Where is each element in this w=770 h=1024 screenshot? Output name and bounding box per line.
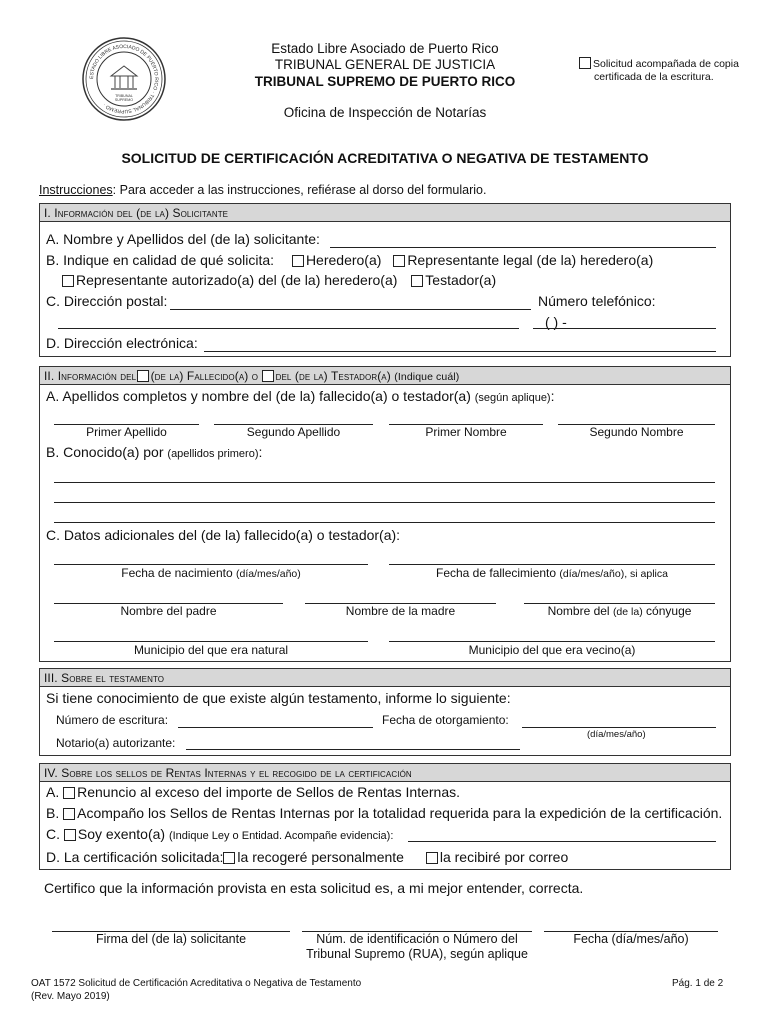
s3-intro: Si tiene conocimiento de que existe algún testamento, informe lo siguiente:: [46, 690, 511, 706]
s4-c-prefix: C.: [46, 826, 60, 842]
sig-firma: Firma del (de la) solicitante: [95, 932, 247, 946]
s2-header-note: (Indique cuál): [394, 371, 460, 383]
footer-rev: (Rev. Mayo 2019): [31, 991, 110, 1002]
footer-page: Pág. 1 de 2: [672, 978, 724, 989]
cap-municipio-vecino: Municipio del que era vecino(a): [468, 643, 636, 657]
rep-legal-checkbox[interactable]: [393, 255, 405, 267]
s4-c-note: (Indique Ley o Entidad. Acompañe evidencia):: [168, 830, 394, 842]
section1-header: I. Información del (de la) Solicitante: [39, 203, 731, 222]
s4-c-text: Soy exento(a): [77, 826, 166, 842]
cap-nacimiento-fmt: (día/mes/año): [235, 568, 301, 580]
sig-id-2: Tribunal Supremo (RUA), según aplique: [306, 947, 528, 961]
conocido-field-1[interactable]: [54, 482, 715, 483]
s3-otorgamiento-label: Fecha de otorgamiento:: [382, 713, 509, 727]
s2-b-label: B. Conocido(a) por: [46, 444, 164, 460]
s4-d-row: [46, 849, 568, 865]
copy-label-1: Solicitud acompañada de copia: [593, 58, 739, 70]
s1-c-field[interactable]: [170, 309, 531, 310]
cap-fallecimiento-fmt: (día/mes/año), si aplica: [559, 568, 668, 580]
section3-header: III. Sobre el testamento: [39, 668, 731, 687]
s3-escritura-label: Número de escritura:: [56, 713, 169, 727]
s2-b-note: (apellidos primero): [167, 448, 259, 460]
section4-header: IV. Sobre los sellos de Rentas Internas y el recogido de la certificación: [39, 763, 731, 782]
cap-segundo-apellido: Segundo Apellido: [246, 425, 341, 439]
testador-s2-checkbox[interactable]: [262, 370, 274, 382]
s1-b-row2: [62, 272, 496, 288]
s2-b-row: [46, 444, 262, 460]
conocido-field-2[interactable]: [54, 502, 715, 503]
s1-phone-field[interactable]: [533, 328, 716, 329]
s1-d-label: D. Dirección electrónica:: [46, 335, 198, 351]
rep-autorizado-checkbox[interactable]: [62, 275, 74, 287]
escritura-field[interactable]: [178, 727, 373, 728]
svg-text:SUPREMO: SUPREMO: [114, 98, 134, 102]
s2-a-colon: :: [550, 388, 555, 404]
sig-id-1: Núm. de identificación o Número del: [316, 932, 518, 946]
s1-a-field[interactable]: [330, 247, 716, 248]
s3-notario-label: Notario(a) autorizante:: [56, 736, 176, 750]
certify-statement: Certifico que la información provista en esta solicitud es, a mi mejor entender, correcta.: [44, 880, 584, 896]
cap-primer-nombre: Primer Nombre: [425, 425, 507, 439]
s4-c-checkbox[interactable]: [64, 829, 76, 841]
s2-a-label: A. Apellidos completos y nombre del (de la) fallecido(a) o testador(a): [46, 388, 471, 404]
rep-legal-label: Representante legal (de la) heredero(a): [407, 252, 654, 268]
cap-fallecimiento: [389, 566, 715, 580]
cap-fallecimiento-text: Fecha de fallecimiento: [436, 566, 557, 580]
municipio-natural-field[interactable]: [54, 641, 368, 642]
header-line2: TRIBUNAL GENERAL DE JUSTICIA: [274, 57, 496, 72]
cap-madre: Nombre de la madre: [345, 604, 456, 618]
exento-field[interactable]: [408, 841, 716, 842]
svg-text:TRIBUNAL: TRIBUNAL: [115, 94, 133, 98]
copy-label-2: certificada de la escritura.: [594, 71, 714, 83]
s1-b-row: [46, 252, 653, 268]
s1-c-field-2[interactable]: [58, 328, 519, 329]
cap-conyuge: [524, 604, 715, 618]
s2-header-b: (de la) Fallecido(a) o: [150, 369, 259, 383]
s1-d-field[interactable]: [204, 351, 716, 352]
cap-conyuge-b: (de la): [612, 606, 643, 618]
testador-label: Testador(a): [425, 272, 497, 288]
otorgamiento-field[interactable]: [522, 727, 716, 728]
s2-a-row: [46, 388, 555, 404]
s4-b-row: [46, 805, 722, 821]
s4-b-checkbox[interactable]: [63, 808, 75, 820]
s1-b-label: B. Indique en calidad de qué solicita:: [46, 252, 275, 268]
recoger-checkbox[interactable]: [223, 852, 235, 864]
header-line3: TRIBUNAL SUPREMO DE PUERTO RICO: [254, 74, 516, 89]
s4-c-row: [46, 826, 393, 842]
s4-d-label: D. La certificación solicitada:: [46, 849, 224, 865]
testador-checkbox[interactable]: [411, 275, 423, 287]
s4-d-opt2: la recibiré por correo: [439, 849, 569, 865]
cap-municipio-natural: Municipio del que era natural: [133, 643, 289, 657]
fallecimiento-field[interactable]: [389, 564, 715, 565]
s4-b-text: Acompaño los Sellos de Rentas Internas por la totalidad requerida para la expedición de la certificación.: [77, 805, 723, 821]
s2-c-label: C. Datos adicionales del (de la) fallecido(a) o testador(a):: [46, 527, 401, 543]
cap-conyuge-a: Nombre del: [547, 604, 610, 618]
s4-a-row: [46, 784, 460, 800]
nacimiento-field[interactable]: [54, 564, 368, 565]
section2-header: [39, 366, 731, 385]
cap-nacimiento: [54, 566, 368, 580]
instructions-text: : Para acceder a las instrucciones, refiérase al dorso del formulario.: [112, 183, 487, 197]
s4-b-prefix: B.: [46, 805, 60, 821]
instructions-label: Instrucciones: [39, 183, 113, 197]
office-name: Oficina de Inspección de Notarías: [283, 105, 487, 120]
s2-header-a: II. Información del: [44, 369, 137, 383]
s4-d-opt1: la recogeré personalmente: [237, 849, 404, 865]
s1-phone-format: ( ) -: [545, 314, 567, 330]
s2-header-c: del (de la) Testador(a): [275, 369, 391, 383]
cap-conyuge-c: cónyuge: [646, 604, 692, 618]
cap-nacimiento-text: Fecha de nacimiento: [121, 566, 233, 580]
fallecido-checkbox[interactable]: [137, 370, 149, 382]
footer-form-id: OAT 1572 Solicitud de Certificación Acreditativa o Negativa de Testamento: [31, 978, 362, 989]
sig-fecha: Fecha (día/mes/año): [573, 932, 689, 946]
conocido-field-3[interactable]: [54, 522, 715, 523]
cap-padre: Nombre del padre: [120, 604, 217, 618]
header-line1: Estado Libre Asociado de Puerto Rico: [271, 41, 499, 56]
s4-a-prefix: A.: [46, 784, 60, 800]
s1-a-label: A. Nombre y Apellidos del (de la) solicitante:: [46, 231, 320, 247]
notario-field[interactable]: [186, 749, 520, 750]
rep-autorizado-label: Representante autorizado(a) del (de la) heredero(a): [76, 272, 398, 288]
s2-a-note: (según aplique): [474, 392, 551, 404]
svg-text:ESTADO LIBRE ASOCIADO DE PUERT: ESTADO LIBRE ASOCIADO DE PUERTO RICO · TRIBUNAL SUPREMO ·: [88, 43, 160, 115]
s2-b-colon: :: [258, 444, 263, 460]
correo-checkbox[interactable]: [426, 852, 438, 864]
s3-date-fmt: (día/mes/año): [587, 729, 646, 740]
s4-a-text: Renuncio al exceso del importe de Sellos de Rentas Internas.: [77, 784, 461, 800]
s1-phone-label: Número telefónico:: [538, 293, 656, 309]
instructions: [39, 183, 486, 197]
s1-c-label: C. Dirección postal:: [46, 293, 168, 309]
form-title: SOLICITUD DE CERTIFICACIÓN ACREDITATIVA O NEGATIVA DE TESTAMENTO: [121, 150, 649, 166]
s4-a-checkbox[interactable]: [63, 787, 75, 799]
copy-checkbox-row: [579, 57, 739, 70]
heredero-label: Heredero(a): [305, 252, 382, 268]
copy-checkbox[interactable]: [579, 57, 591, 69]
municipio-vecino-field[interactable]: [389, 641, 715, 642]
cap-primer-apellido: Primer Apellido: [86, 425, 167, 439]
cap-segundo-nombre: Segundo Nombre: [589, 425, 684, 439]
heredero-checkbox[interactable]: [292, 255, 304, 267]
